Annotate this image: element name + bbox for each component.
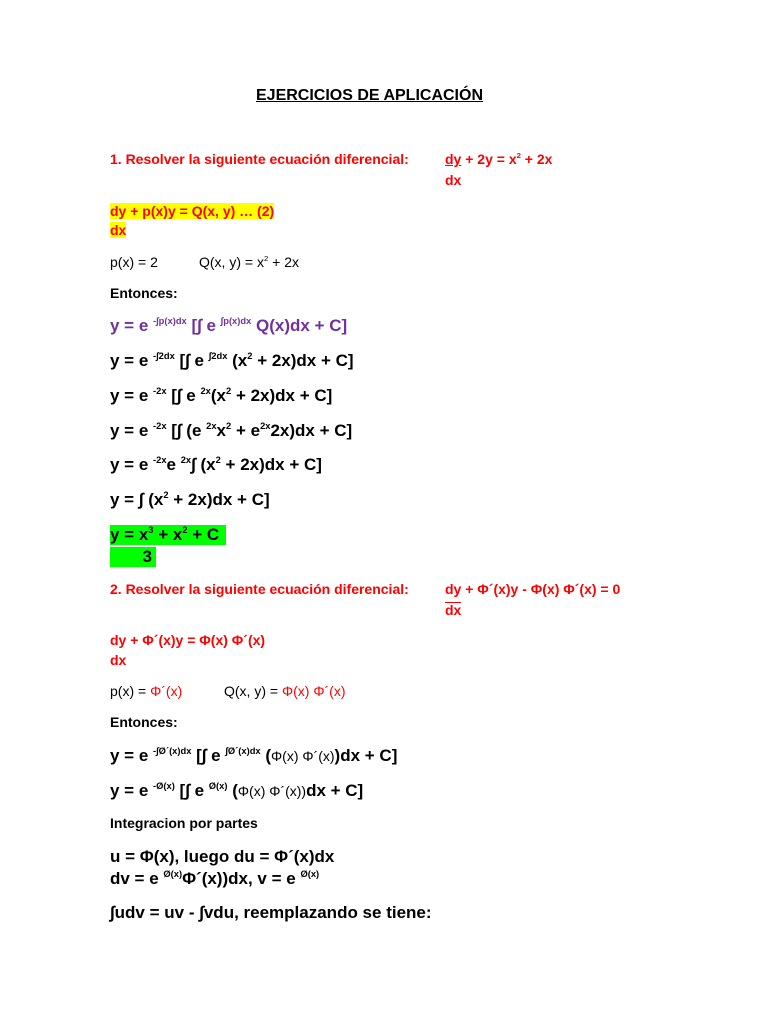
solution-line-5: y = e $^{-2x}$e $^{2x}$∫ $(x^2 + 2x)dx + C$] <box>110 455 322 474</box>
ex2-px: p(x) = Φ´(x) <box>110 683 183 699</box>
solution-line-3: y = e $^{-2x}$ [∫ e $^{2x}(x^2 + 2x)dx + C$] <box>110 386 333 405</box>
exercise-1-statement: 1. Resolver la siguiente ecuación diferencial: <box>110 151 409 167</box>
exercise-2-denominator: dx <box>445 602 462 618</box>
general-form-numerator: dy + p(x)y = Q(x, y) … (2) <box>110 203 275 219</box>
u-substitution: u = Φ(x), luego du = Φ´(x)dx <box>110 847 335 866</box>
integration-by-parts-formula: ∫udv = uv - ∫vdu, reemplazando se tiene: <box>110 903 432 922</box>
dv-substitution: dv = e $^{Ø(x)}$Φ´(x))dx, v = e $^{Ø(x)}$ <box>110 869 320 888</box>
ex2-general-form-denominator: dx <box>110 652 127 668</box>
ex2-general-form-numerator: dy + Φ´(x)y = Φ(x) Φ´(x) <box>110 632 266 648</box>
integracion-label: Integracion por partes <box>110 815 258 831</box>
equation-denominator: dx <box>445 172 462 188</box>
px-value: p(x) = 2 <box>110 254 158 270</box>
page-title: EJERCICIOS DE APLICACIÓN <box>256 87 483 104</box>
solution-line-1: y = e $^{-\int p(x)dx}$ [∫ e $^{\int p(x)dx}$ Q(x)dx + C] <box>110 316 348 335</box>
solution-result-denominator: 3 <box>110 547 156 567</box>
exercise-2-statement: 2. Resolver la siguiente ecuación diferencial: <box>110 581 409 597</box>
ex2-solution-line-2: y = e $^{-Ø(x)}$ [∫ e $^{Ø(x)}$ (Φ(x) Φ´(x))dx + C] <box>110 781 364 800</box>
exercise-2-equation: dy + Φ´(x)y - Φ(x) Φ´(x) = 0 <box>445 581 621 597</box>
qxy-value: Q(x, $y) = x^2 + 2x$ <box>199 254 299 270</box>
solution-line-4: y = e $^{-2x}$ [∫ (e $^{2x}x^2 + e^{2x}2x)dx + C$] <box>110 421 353 440</box>
general-form-denominator: dx <box>110 222 127 238</box>
exercise-1-equation: dy + $2y = x^2 + 2x$ <box>445 151 553 167</box>
entonces-label: Entonces: <box>110 285 178 301</box>
ex2-solution-line-1: y = e $^{-\int Ø´(x)dx}$ [∫ e $^{\int Ø´(x)dx}$ (Φ(x) Φ´(x))dx + C] <box>110 746 398 765</box>
ex2-qxy: Q(x, y) = Φ(x) Φ´(x) <box>224 683 346 699</box>
ex2-entonces-label: Entonces: <box>110 714 178 730</box>
solution-line-6: y = ∫ $(x^2 + 2x)dx + C$] <box>110 490 270 509</box>
solution-result: $y = x^3 + x^2 + C$ <box>110 525 226 545</box>
equation-numerator: dy <box>445 151 462 167</box>
solution-line-2: y = e $^{-\int 2dx}$ [∫ e $^{\int 2dx}$ $(x^2 + 2x)dx + C$] <box>110 351 354 370</box>
